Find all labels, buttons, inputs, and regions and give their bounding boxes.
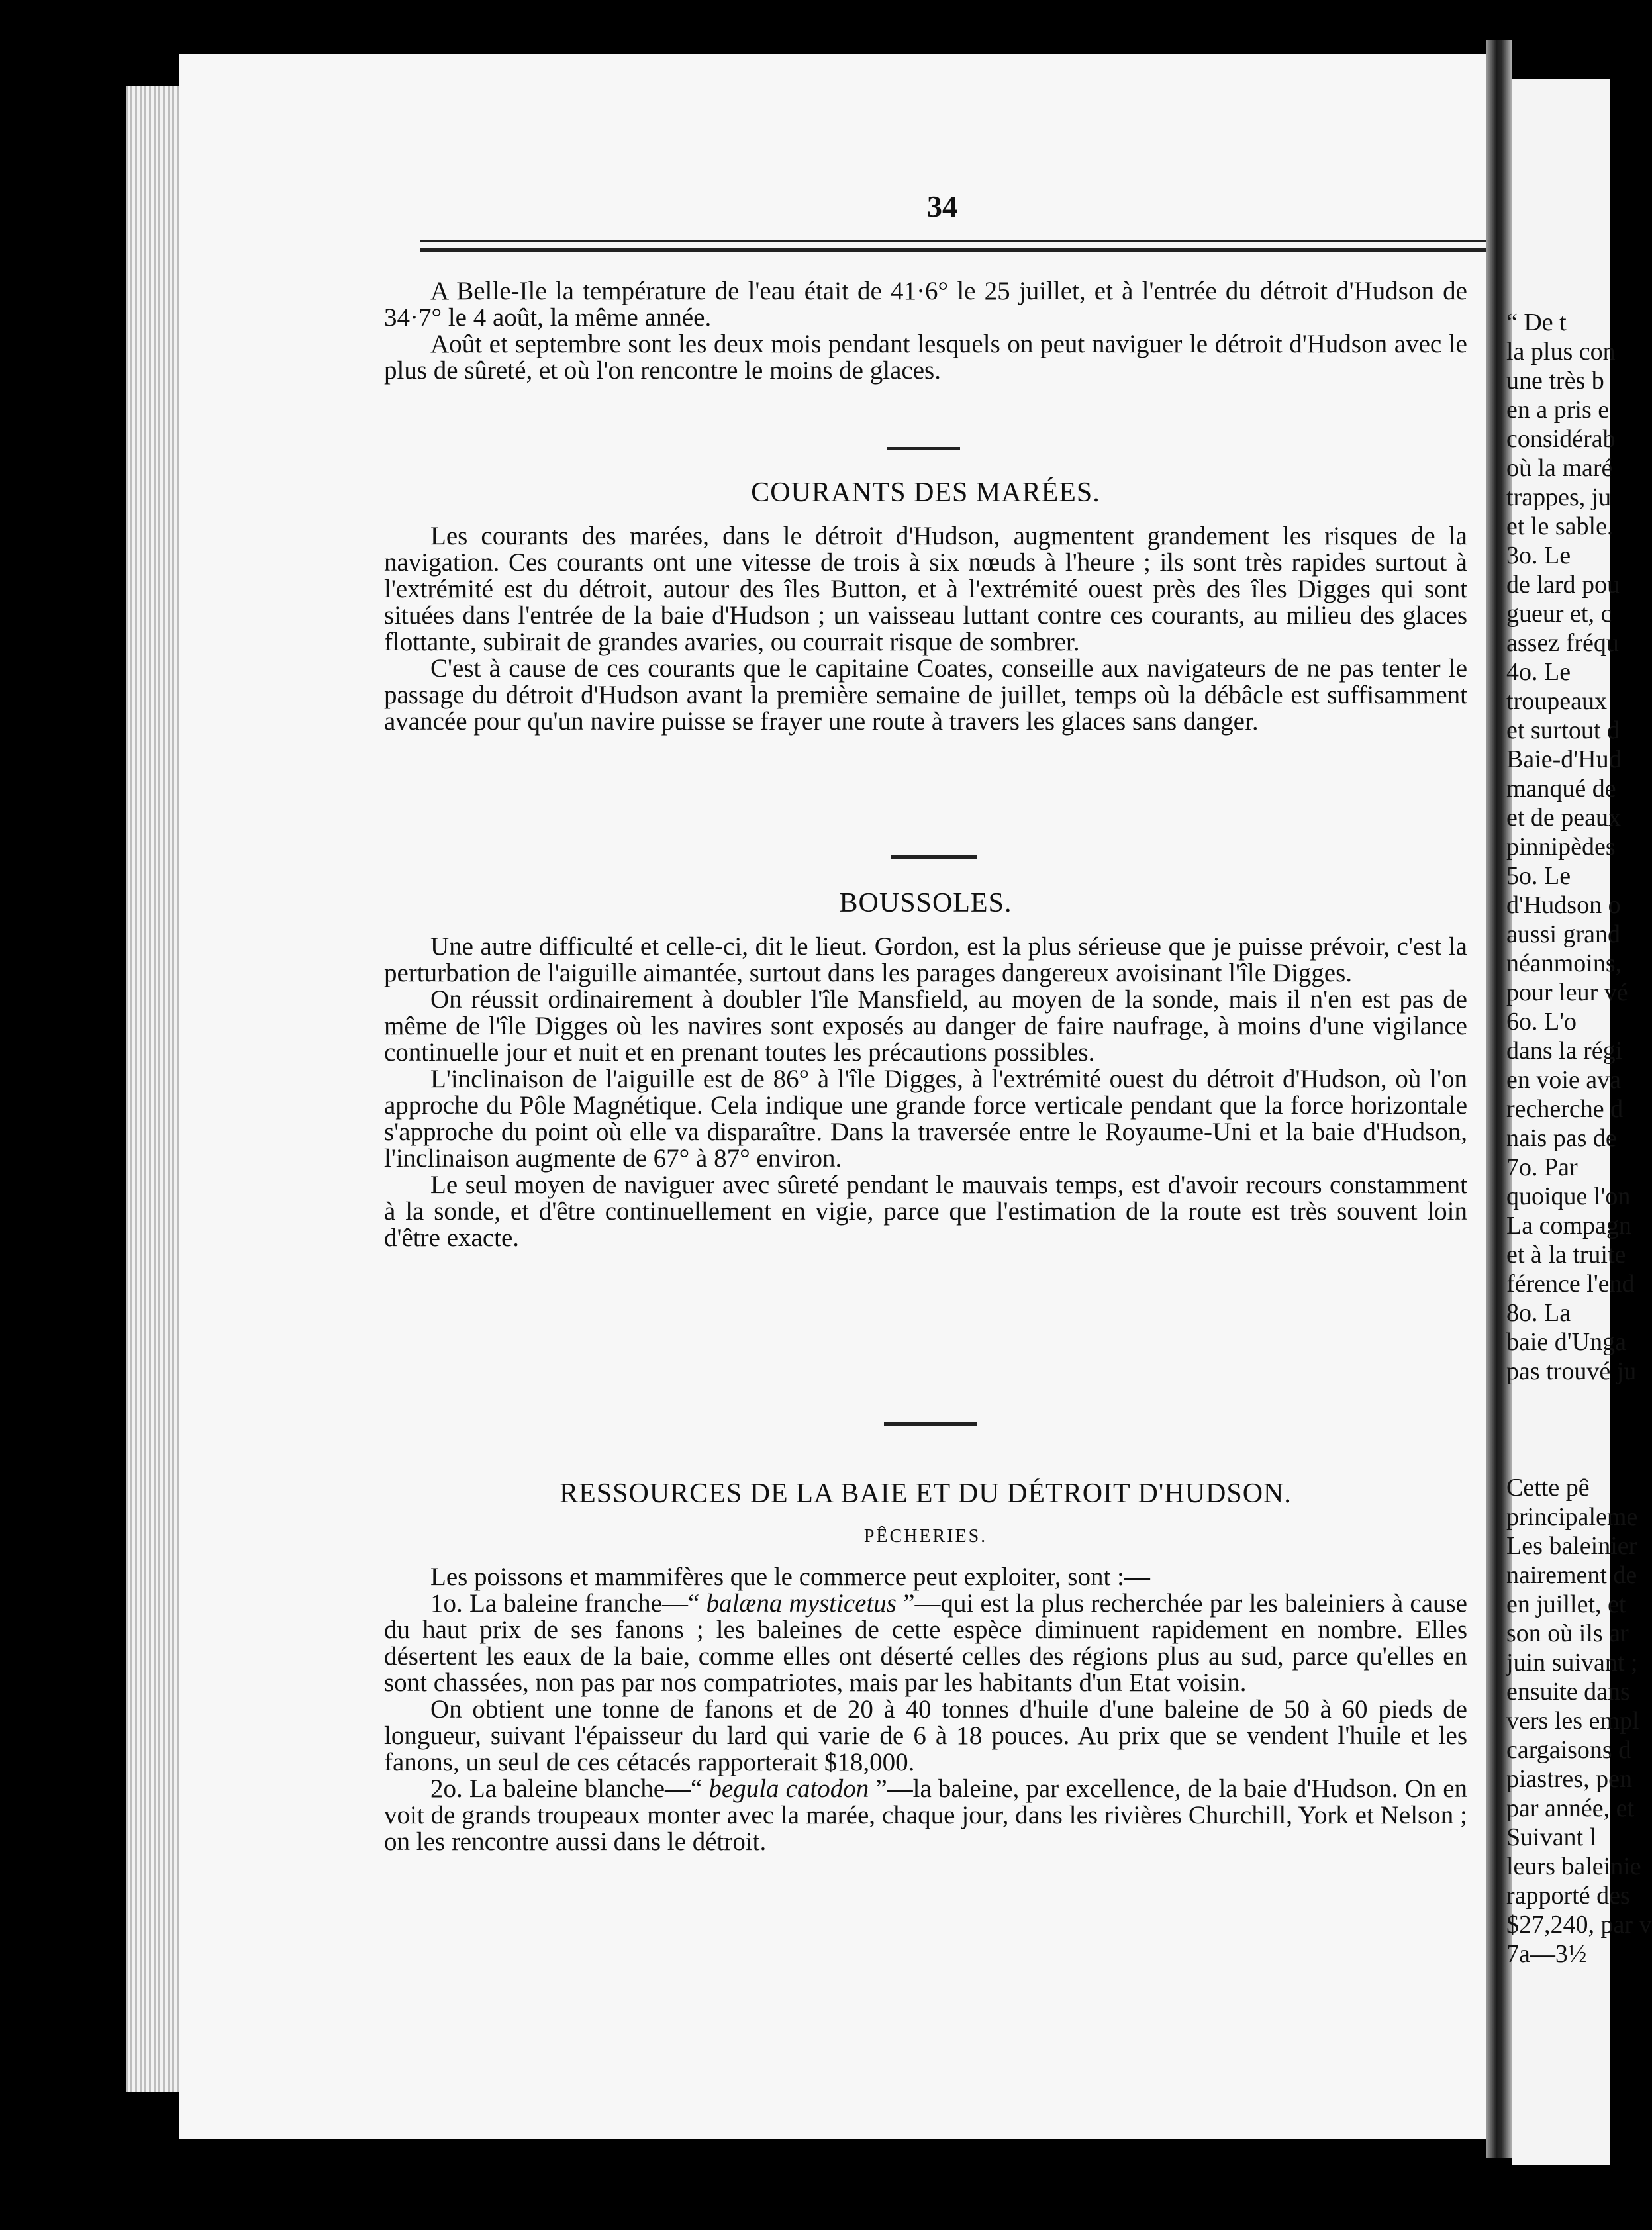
right-page-line: son où ils ar xyxy=(1506,1620,1629,1647)
right-page-line: d'Hudson o xyxy=(1506,891,1621,919)
intro-paragraph-1: A Belle-Ile la température de l'eau était de 41·6° le 25 juillet, et à l'entrée du détroit d'Hudson de 34·7° le 4 août, la même année. xyxy=(384,277,1467,332)
boussoles-paragraph-4: Le seul moyen de naviguer avec sûreté pendant le mauvais temps, est d'avoir recours constamment à la sonde, et d'être continuellement en vigie, parce que l'estimation de la route est très souvent loin d'être exacte. xyxy=(384,1171,1467,1252)
right-page-line: considérab xyxy=(1506,425,1616,453)
boussoles-text xyxy=(384,934,1467,1251)
right-page-line: rapporté des xyxy=(1506,1882,1630,1910)
right-page-line: une très b xyxy=(1506,367,1604,395)
right-page-line: pas trouvé ju xyxy=(1506,1357,1637,1385)
courants-paragraph-1: Les courants des marées, dans le détroit d'Hudson, augmentent grandement les risques de la navigation. Ces courants ont une vitesse de trois à six nœuds à l'heure ; ils sont très rapides surtout à l'extrémité est du détroit, autour des îles Button, et à l'extrémité ouest près des îles Digges qui sont situées dans l'entrée de la baie d'Hudson ; un vaisseau luttant contre ces courants, au milieu des glaces flottante, subirait de grandes avaries, ou courrait risque de sombrer. xyxy=(384,522,1467,656)
page-number: 34 xyxy=(927,189,957,223)
right-page-line: la plus con xyxy=(1506,338,1616,365)
right-page-line: et de peaux xyxy=(1506,804,1622,832)
intro-paragraph-2: Août et septembre sont les deux mois pendant lesquels on peut naviguer le détroit d'Hudson avec le plus de sûreté, et où l'on rencontre le moins de glaces. xyxy=(384,330,1467,385)
section-separator xyxy=(891,855,977,859)
right-page-line: par année, et xyxy=(1506,1794,1635,1822)
right-page-line: nairement de xyxy=(1506,1561,1637,1589)
right-page-line: 7o. Par xyxy=(1506,1153,1578,1181)
right-page-line: manqué de xyxy=(1506,775,1616,802)
right-page-line: 8o. La xyxy=(1506,1299,1571,1327)
section-heading-ressources: RESSOURCES DE LA BAIE ET DU DÉTROIT D'HUDSON. xyxy=(559,1479,1292,1509)
boussoles-paragraph-1: Une autre difficulté et celle-ci, dit le lieut. Gordon, est la plus sérieuse que je puisse prévoir, c'est la perturbation de l'aiguille aimantée, surtout dans les parages dangereux avoisinant l'île Digges. xyxy=(384,932,1467,987)
right-page-line: cargaisons d xyxy=(1506,1736,1631,1764)
right-page-line: recherche d xyxy=(1506,1095,1624,1123)
right-page-line xyxy=(1506,1444,1652,1473)
pecheries-paragraph-3: On obtient une tonne de fanons et de 20 à 40 tonnes d'huile d'une baleine de 50 à 60 pieds de longueur, suivant l'épaisseur du lard qui varie de 6 à 18 pouces. Au prix que se vendent l'huile et les fanons, un seul de ces cétacés rapporterait $18,000. xyxy=(384,1695,1467,1776)
right-page-line: ensuite dans xyxy=(1506,1678,1630,1706)
right-page-line: assez fréqu xyxy=(1506,629,1619,657)
right-page-line: nais pas de xyxy=(1506,1124,1617,1152)
pecheries-paragraph-4: 2o. La baleine blanche—“ begula catodon ”—la baleine, par excellence, de la baie d'Hudson. On en voit de grands troupeaux monter avec la marée, chaque jour, dans les rivières Churchill, York et Nelson ; on les rencontre aussi dans le détroit. xyxy=(384,1774,1468,1856)
right-page-line xyxy=(1506,1386,1652,1415)
right-page-line: 7a—3½ xyxy=(1506,1940,1587,1968)
right-page-line: 3o. Le xyxy=(1506,542,1571,569)
right-page-line: Suivant l xyxy=(1506,1823,1597,1851)
subheading-pecheries: PÊCHERIES. xyxy=(863,1526,988,1547)
right-page-fragment xyxy=(1506,79,1652,2165)
right-page-line: et surtout d xyxy=(1506,716,1620,744)
boussoles-paragraph-3: L'inclinaison de l'aiguille est de 86° à l'île Digges, à l'extrémité ouest du détroit d'Hudson, où l'on approche du Pôle Magnétique. Cela indique une grande force verticale pendant que la force horizontale s'approche du point où elle va disparaître. Dans la traversée entre le Royaume-Uni et la baie d'Hudson, l'inclinaison augmente de 67° à 87° environ. xyxy=(384,1065,1467,1173)
right-page-line: baie d'Unga xyxy=(1506,1328,1626,1356)
right-page-line xyxy=(1506,1415,1652,1444)
right-page-line: 4o. Le xyxy=(1506,658,1571,686)
intro-text xyxy=(384,278,1467,384)
right-page-line: $27,240, par v xyxy=(1506,1911,1652,1939)
right-page-line: vers les empl xyxy=(1506,1707,1639,1735)
right-page-line: pinnipèdes xyxy=(1506,833,1616,861)
right-page-line: 5o. Le xyxy=(1506,862,1571,890)
right-page-line: quoique l'on xyxy=(1506,1183,1631,1210)
pecheries-paragraph-1: Les poissons et mammifères que le commerce peut exploiter, sont :— xyxy=(430,1563,1150,1591)
right-page-line: leurs baleinie xyxy=(1506,1853,1641,1880)
right-page-line: de lard pou xyxy=(1506,571,1620,599)
header-rule-bottom xyxy=(420,248,1486,252)
right-page-line: en juillet, et xyxy=(1506,1590,1626,1618)
section-separator xyxy=(887,447,960,450)
right-page-line: 6o. L'o xyxy=(1506,1008,1577,1036)
right-page-line: trappes, ju xyxy=(1506,483,1612,511)
courants-paragraph-2: C'est à cause de ces courants que le capitaine Coates, conseille aux navigateurs de ne pas tenter le passage du détroit d'Hudson avant la première semaine de juillet, temps où la débâcle est suffisamment avancée pour qu'un navire puisse se frayer une route à travers les glaces sans danger. xyxy=(384,654,1467,736)
section-heading-boussoles: BOUSSOLES. xyxy=(839,888,1012,918)
section-separator xyxy=(884,1422,977,1426)
boussoles-paragraph-2: On réussit ordinairement à doubler l'île Mansfield, au moyen de la sonde, mais il n'en est pas de même de l'île Digges où les navires sont exposés au danger de faire naufrage, à moins d'une vigilance continuelle jour et nuit et en prenant toutes les précautions possibles. xyxy=(384,985,1467,1067)
right-page-line: principaleme xyxy=(1506,1503,1638,1531)
right-page-line: et le sable. xyxy=(1506,512,1614,540)
right-page-line: gueur et, c xyxy=(1506,600,1612,628)
right-page-line: aussi grand xyxy=(1506,920,1621,948)
right-page-line: “ De t xyxy=(1506,309,1567,336)
right-page-line: où la maré xyxy=(1506,454,1613,482)
right-page-line: troupeaux xyxy=(1506,687,1607,715)
right-page-line: Baie-d'Hud xyxy=(1506,746,1622,773)
pecheries-paragraph-2: 1o. La baleine franche—“ balæna mysticetus ”—qui est la plus recherchée par les baleiniers à cause du haut prix de ses fanons ; les baleines de cette espèce diminuent rapidement en nombre. Elles désertent les eaux de la baie, comme elles ont déserté celles des régions plus au sud, parce qu'elles en sont chassées, non pas par nos compatriotes, mais par les habitants d'un Etat voisin. xyxy=(384,1589,1467,1697)
pecheries-text xyxy=(384,1564,1467,1855)
header-rule-top xyxy=(420,240,1486,242)
right-page-line: Cette pê xyxy=(1506,1474,1590,1502)
right-page-line: pour leur vé xyxy=(1506,979,1628,1006)
right-page-line: Les baleinier xyxy=(1506,1532,1637,1560)
book-page-edges xyxy=(126,86,179,2092)
right-page-line: piastres, pen xyxy=(1506,1765,1632,1793)
right-page-line: en voie ava xyxy=(1506,1066,1622,1094)
right-page-line: férence l'end xyxy=(1506,1270,1635,1298)
right-page-line: dans la régi xyxy=(1506,1037,1623,1065)
right-page-line: La compagn xyxy=(1506,1212,1631,1239)
right-page-line: néanmoins, xyxy=(1506,949,1622,977)
right-page-line: et à la truite xyxy=(1506,1241,1626,1269)
section-heading-courants: COURANTS DES MARÉES. xyxy=(751,477,1100,508)
courants-text xyxy=(384,523,1467,735)
right-page-line: en a pris e xyxy=(1506,396,1610,424)
right-page-line: juin suivant ; xyxy=(1506,1649,1638,1676)
